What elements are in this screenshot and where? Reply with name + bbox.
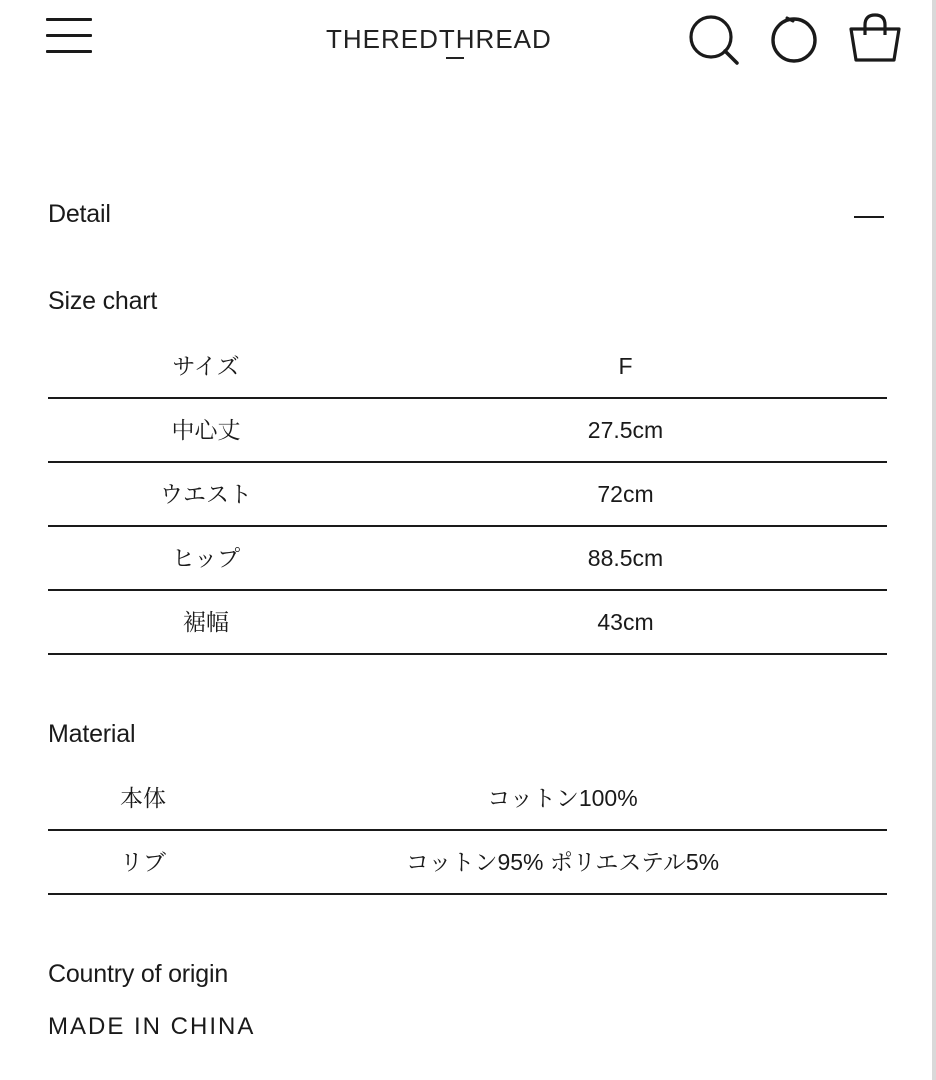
- material-heading: Material: [48, 720, 136, 748]
- minus-icon[interactable]: [852, 202, 886, 230]
- menu-line: [46, 18, 92, 21]
- table-row: [48, 767, 887, 831]
- size-label: サイズ: [172, 353, 240, 379]
- size-value: 88.5cm: [587, 545, 664, 571]
- brand-logo[interactable]: THEREDTHREAD: [326, 24, 552, 54]
- material-label: 本体: [120, 785, 166, 811]
- country-of-origin-value: MADE IN CHINA: [48, 1013, 256, 1040]
- table-row: [48, 527, 887, 591]
- account-icon[interactable]: [768, 12, 820, 68]
- menu-line: [46, 34, 92, 37]
- menu-line: [46, 50, 92, 53]
- table-row: [48, 591, 887, 655]
- size-label: ウエスト: [160, 481, 252, 507]
- size-value: F: [618, 353, 633, 379]
- size-value: 43cm: [597, 609, 654, 635]
- material-value: コットン100%: [487, 785, 638, 811]
- size-chart-table: [48, 335, 887, 655]
- table-row: [48, 831, 887, 895]
- site-header: [0, 0, 930, 76]
- size-label: 裾幅: [183, 609, 229, 635]
- table-row: [48, 463, 887, 527]
- table-row: [48, 399, 887, 463]
- detail-heading: Detail: [48, 200, 111, 228]
- size-label: ヒップ: [171, 545, 241, 571]
- hamburger-menu-icon[interactable]: [46, 18, 92, 54]
- material-table: [48, 767, 887, 895]
- size-value: 72cm: [597, 481, 654, 507]
- table-row: [48, 335, 887, 399]
- country-of-origin-heading: Country of origin: [48, 960, 229, 988]
- search-icon[interactable]: [686, 12, 742, 68]
- scrollbar-edge: [932, 0, 936, 1080]
- shopping-bag-icon[interactable]: [847, 12, 903, 68]
- material-value: コットン95% ポリエステル5%: [405, 849, 720, 875]
- material-label: リブ: [120, 849, 166, 875]
- size-chart-heading: Size chart: [48, 287, 158, 315]
- logo-underline-mark: [446, 57, 464, 59]
- size-value: 27.5cm: [587, 417, 664, 443]
- size-label: 中心丈: [171, 417, 241, 443]
- minus-line: [854, 216, 884, 218]
